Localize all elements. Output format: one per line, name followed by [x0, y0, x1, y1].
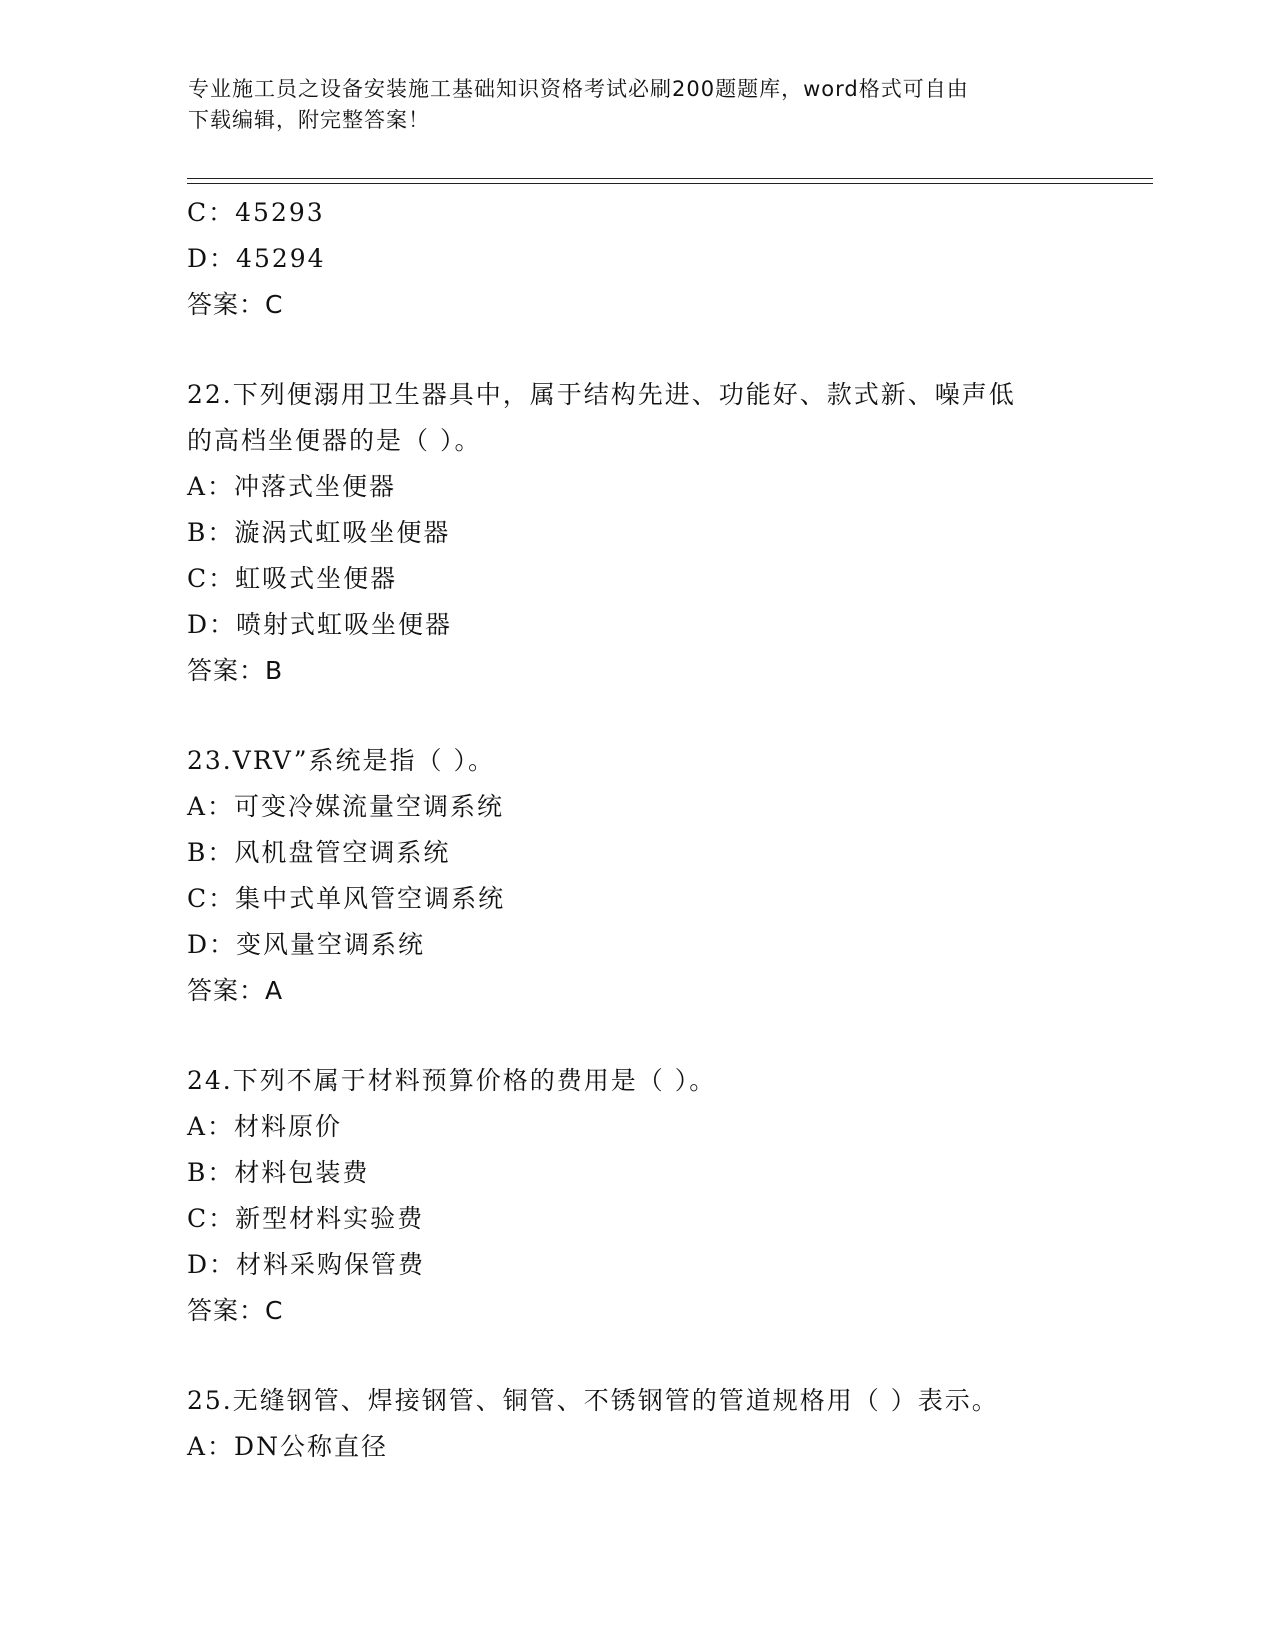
question-23-option-b: B：风机盘管空调系统	[187, 838, 451, 867]
question-24-stem-line-1: 24.下列不属于材料预算价格的费用是（ ）。	[187, 1066, 717, 1095]
question-22-stem-line-1: 22.下列便溺用卫生器具中，属于结构先进、功能好、款式新、噪声低	[187, 380, 1016, 409]
spacer	[187, 1334, 1147, 1378]
question-23-option-d: D：变风量空调系统	[187, 930, 426, 959]
question-24-answer: 答案：C	[187, 1296, 284, 1325]
question-25-option-a: A：DN公称直径	[187, 1432, 388, 1461]
header-divider-top	[187, 178, 1153, 179]
spacer	[187, 328, 1147, 372]
header-line-2: 下载编辑，附完整答案！	[188, 108, 430, 132]
question-23-stem-line-1: 23.VRV”系统是指（ ）。	[187, 746, 495, 775]
question-22	[187, 372, 1147, 694]
question-23-option-c: C：集中式单风管空调系统	[187, 884, 506, 913]
question-22-option-b: B：漩涡式虹吸坐便器	[187, 518, 451, 547]
question-list	[187, 190, 1147, 1470]
question-24-option-c: C：新型材料实验费	[187, 1204, 425, 1233]
question-21-option-d: D：45294	[187, 244, 326, 273]
question-23-answer: 答案：A	[187, 976, 284, 1005]
question-24-option-b: B：材料包装费	[187, 1158, 370, 1187]
question-22-option-a: A：冲落式坐便器	[187, 472, 397, 501]
spacer	[187, 1014, 1147, 1058]
question-22-option-c: C：虹吸式坐便器	[187, 564, 398, 593]
document-header	[188, 74, 1068, 136]
question-22-answer: 答案：B	[187, 656, 284, 685]
question-24-option-d: D：材料采购保管费	[187, 1250, 426, 1279]
question-25-stem-line-1: 25.无缝钢管、焊接钢管、铜管、不锈钢管的管道规格用（ ）表示。	[187, 1386, 999, 1415]
question-22-option-d: D：喷射式虹吸坐便器	[187, 610, 453, 639]
question-25	[187, 1378, 1147, 1470]
question-21-answer: 答案：C	[187, 290, 284, 319]
header-divider-bottom	[187, 183, 1153, 184]
question-23-option-a: A：可变冷媒流量空调系统	[187, 792, 505, 821]
header-line-1: 专业施工员之设备安装施工基础知识资格考试必刷200题题库，word格式可自由	[188, 77, 969, 101]
spacer	[187, 694, 1147, 738]
question-24	[187, 1058, 1147, 1334]
question-24-option-a: A：材料原价	[187, 1112, 343, 1141]
question-21	[187, 190, 1147, 328]
question-21-option-c: C：45293	[187, 198, 325, 227]
question-22-stem-line-2: 的高档坐便器的是（ ）。	[187, 426, 482, 455]
question-23	[187, 738, 1147, 1014]
